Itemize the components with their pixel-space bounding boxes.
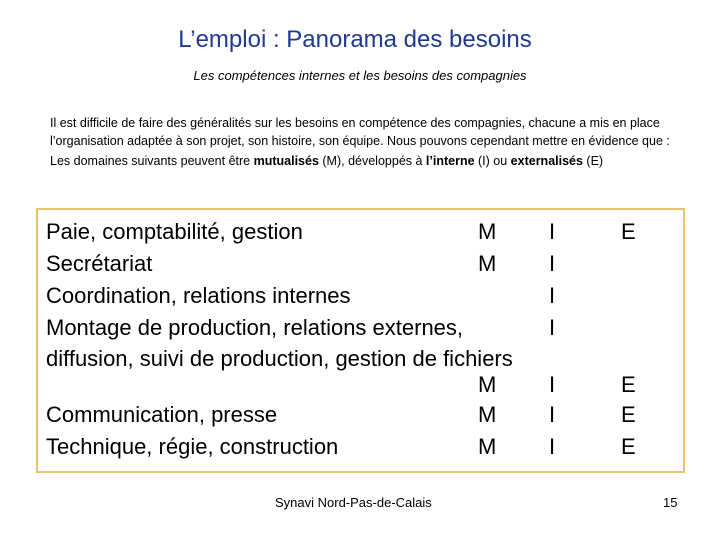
domain-label: Technique, régie, construction	[46, 434, 339, 459]
domain-label: diffusion, suivi de production, gestion de fichiers	[46, 346, 513, 371]
mutualise-mark: M	[478, 402, 497, 427]
page-number: 15	[663, 495, 678, 510]
legend-interne: l’interne	[425, 154, 475, 168]
externalise-mark: E	[621, 434, 636, 459]
interne-mark: I	[549, 283, 556, 308]
table-row	[38, 280, 683, 311]
externalise-mark: E	[621, 402, 636, 427]
table-row	[38, 248, 683, 279]
domain-label: Coordination, relations internes	[46, 283, 351, 308]
interne-mark: I	[549, 251, 556, 276]
intro-text	[50, 114, 685, 170]
domain-label: Montage de production, relations externes,	[46, 315, 464, 340]
legend-e-code: (E)	[582, 154, 604, 168]
interne-mark: I	[549, 402, 556, 427]
domain-label: Secrétariat	[46, 251, 153, 276]
legend-line	[50, 152, 685, 170]
externalise-mark: E	[621, 219, 636, 244]
intro-paragraph: Il est difficile de faire des généralités sur les besoins en compétence des compagnies, chacune a mis en place l’organisation adaptée à son projet, son histoire, son équipe. Nous pouvons cependant mettre en évidence que :	[50, 116, 670, 148]
domain-label: Communication, presse	[46, 402, 278, 427]
legend-externalises: externalisés	[510, 154, 583, 168]
interne-mark: I	[549, 315, 556, 340]
page-title: L’emploi : Panorama des besoins	[178, 26, 532, 53]
interne-mark: I	[549, 219, 556, 244]
interne-mark: I	[549, 372, 556, 397]
mutualise-mark: M	[478, 434, 497, 459]
legend-m-code: (M), développés à	[318, 154, 426, 168]
legend-prefix: Les domaines suivants peuvent être	[50, 154, 254, 168]
mutualise-mark: M	[478, 251, 497, 276]
page-subtitle: Les compétences internes et les besoins des compagnies	[193, 68, 527, 83]
table-row	[38, 369, 683, 400]
legend-i-code: (I) ou	[474, 154, 511, 168]
domains-table	[36, 208, 685, 473]
mutualise-mark: M	[478, 219, 497, 244]
externalise-mark: E	[621, 372, 636, 397]
mutualise-mark: M	[478, 372, 497, 397]
table-row	[38, 216, 683, 247]
interne-mark: I	[549, 434, 556, 459]
table-row	[38, 431, 683, 462]
footer-source: Synavi Nord-Pas-de-Calais	[275, 495, 432, 510]
table-row	[38, 399, 683, 430]
domain-label: Paie, comptabilité, gestion	[46, 219, 303, 244]
table-row	[38, 312, 683, 343]
legend-mutualises: mutualisés	[253, 154, 319, 168]
